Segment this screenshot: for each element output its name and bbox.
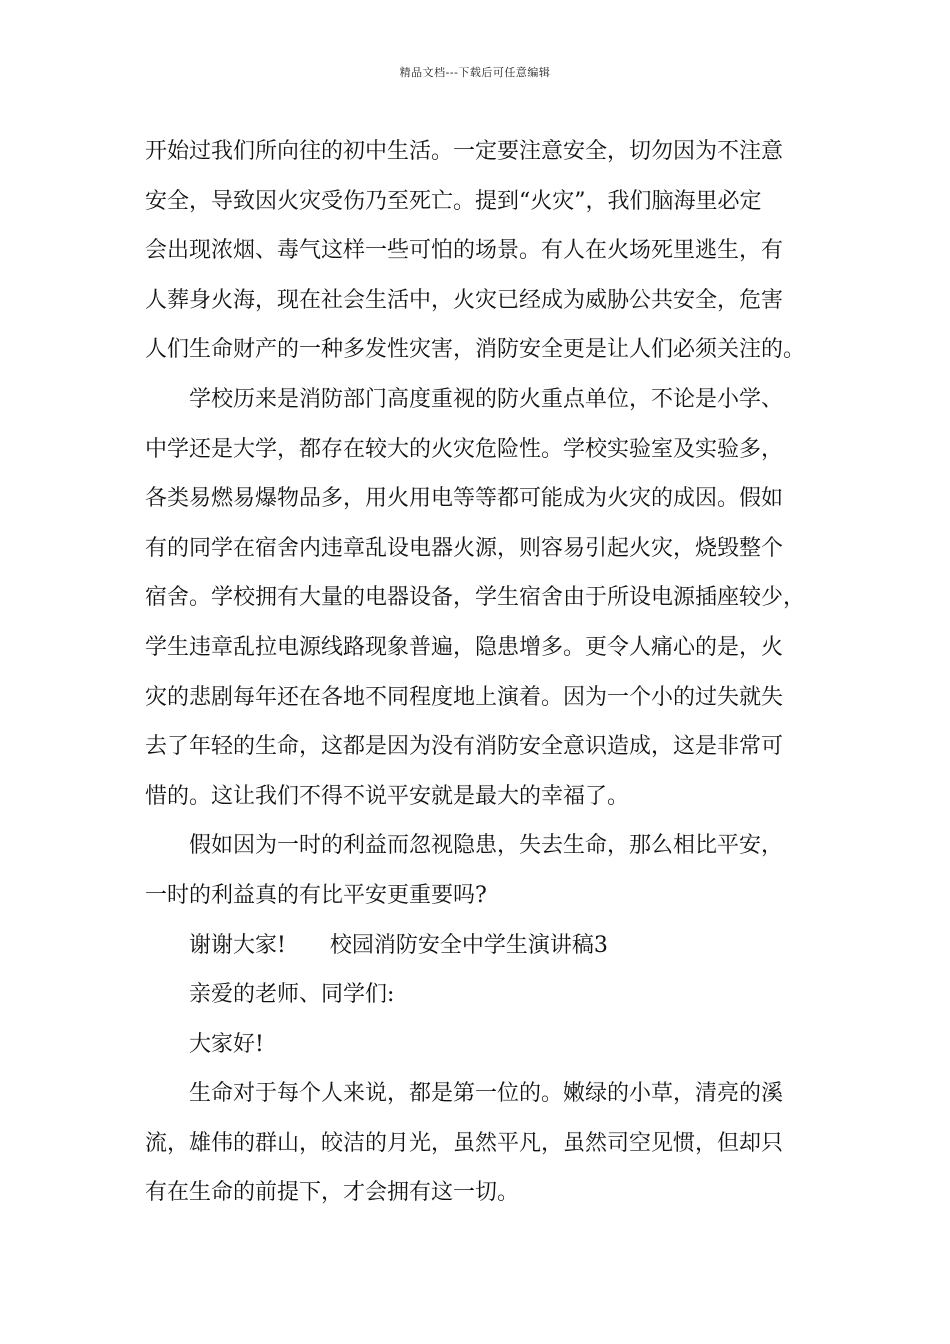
text-line: 各类易燃易爆物品多，用火用电等等都可能成为火灾的成因。假如 [145, 486, 784, 512]
text-line: 人葬身火海，现在社会生活中，火灾已经成为威胁公共安全，危害 [145, 287, 784, 313]
page-header: 精品文档---下载后可任意编辑 [399, 66, 551, 79]
text-line: 人们生命财产的一种多发性灾害，消防安全更是让人们必须关注的。 [145, 337, 806, 363]
text-line: 会出现浓烟、毒气这样一些可怕的场景。有人在火场死里逃生，有 [145, 238, 784, 264]
thanks-text: 谢谢大家! [189, 932, 286, 958]
speech-title: 校园消防安全中学生演讲稿3 [329, 932, 608, 958]
text-line: 大家好! [189, 1031, 264, 1057]
text-line: 假如因为一时的利益而忽视隐患，失去生命，那么相比平安， [189, 833, 784, 859]
text-line: 有在生命的前提下，才会拥有这一切。 [145, 1180, 520, 1206]
text-line: 有的同学在宿舍内违章乱设电器火源，则容易引起火灾，烧毁整个 [145, 535, 784, 561]
thanks-title-line [145, 921, 825, 971]
body-paragraphs-part2 [145, 970, 825, 1218]
text-line: 学生违章乱拉电源线路现象普遍，隐患增多。更令人痛心的是，火 [145, 634, 784, 660]
text-line: 去了年轻的生命，这都是因为没有消防安全意识造成，这是非常可 [145, 734, 784, 760]
text-line: 开始过我们所向往的初中生活。一定要注意安全，切勿因为不注意 [145, 139, 784, 164]
text-line: 一时的利益真的有比平安更重要吗? [145, 882, 487, 908]
text-line: 灾的悲剧每年还在各地不同程度地上演着。因为一个小的过失就失 [145, 684, 784, 710]
text-line: 惜的。这让我们不得不说平安就是最大的幸福了。 [145, 783, 630, 809]
text-line: 生命对于每个人来说，都是第一位的。嫩绿的小草，清亮的溪 [189, 1081, 784, 1107]
text-line: 安全，导致因火灾受伤乃至死亡。提到“火灾”，我们脑海里必定 [145, 188, 762, 214]
text-line: 流，雄伟的群山，皎洁的月光，虽然平凡，虽然司空见惯，但却只 [145, 1130, 784, 1156]
text-line: 亲爱的老师、同学们: [189, 982, 395, 1008]
text-line: 中学还是大学，都存在较大的火灾危险性。学校实验室及实验多， [145, 436, 784, 462]
document-body [145, 127, 825, 1218]
text-line: 学校历来是消防部门高度重视的防火重点单位，不论是小学、 [189, 386, 784, 412]
text-line: 宿舍。学校拥有大量的电器设备，学生宿舍由于所设电源插座较少， [145, 585, 806, 611]
body-paragraphs-part1 [145, 127, 825, 921]
